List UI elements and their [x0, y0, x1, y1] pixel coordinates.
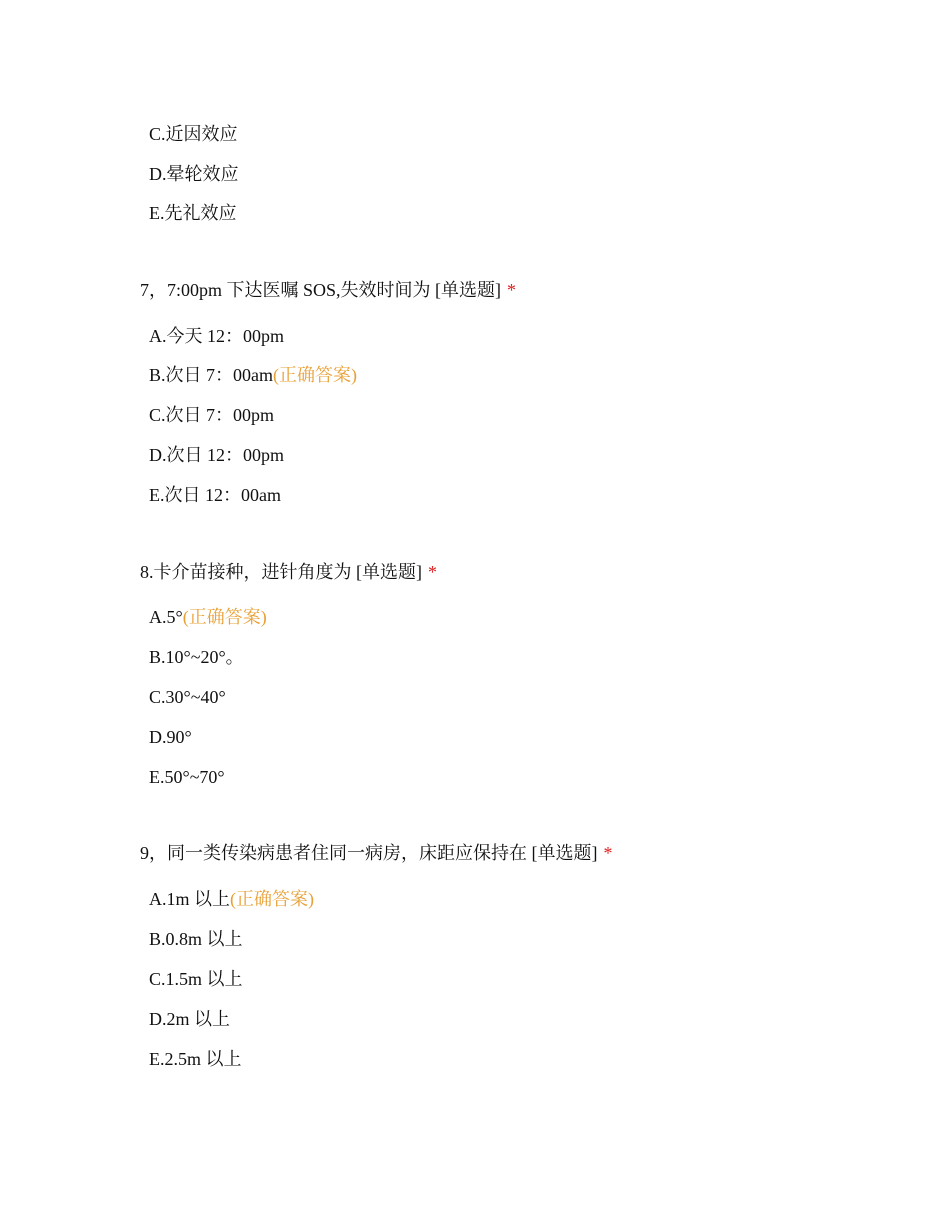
- q8-option-c: [149, 685, 226, 709]
- option-text: D.晕轮效应: [149, 164, 239, 184]
- q7-option-b: [149, 363, 357, 387]
- question-7-title: [140, 278, 516, 302]
- option-c-prev: [149, 122, 238, 146]
- option-text: E.50°~70°: [149, 767, 225, 787]
- option-text: E.先礼效应: [149, 203, 237, 223]
- question-9-title: [140, 841, 613, 865]
- option-text: B.次日 7：00am: [149, 365, 273, 385]
- option-e-prev: [149, 201, 237, 225]
- option-text: C.近因效应: [149, 124, 238, 144]
- q9-option-b: [149, 927, 243, 951]
- option-text: B.0.8m 以上: [149, 929, 243, 949]
- option-text: B.10°~20°。: [149, 647, 244, 667]
- option-d-prev: [149, 162, 239, 186]
- required-asterisk: *: [507, 280, 517, 300]
- option-text: C.1.5m 以上: [149, 969, 243, 989]
- option-text: D.次日 12：00pm: [149, 445, 284, 465]
- option-text: C.30°~40°: [149, 687, 226, 707]
- q9-option-a: [149, 887, 314, 911]
- q8-option-a: [149, 605, 267, 629]
- q7-option-d: [149, 443, 284, 467]
- option-text: C.次日 7：00pm: [149, 405, 275, 425]
- q8-option-e: [149, 765, 225, 789]
- correct-answer-tag: (正确答案): [230, 889, 314, 909]
- question-text: 9，同一类传染病患者住同一病房，床距应保持在 [单选题]: [140, 843, 598, 863]
- option-text: E.次日 12：00am: [149, 485, 281, 505]
- correct-answer-tag: (正确答案): [182, 607, 267, 627]
- option-text: D.2m 以上: [149, 1009, 230, 1029]
- option-text: A.1m 以上: [149, 889, 230, 909]
- option-text: A.今天 12：00pm: [149, 326, 284, 346]
- required-asterisk: *: [428, 562, 437, 582]
- q9-option-d: [149, 1007, 230, 1031]
- correct-answer-tag: (正确答案): [273, 365, 357, 385]
- q9-option-e: [149, 1047, 242, 1071]
- q8-option-b: [149, 645, 244, 669]
- question-text: 8.卡介苗接种，进针角度为 [单选题]: [140, 562, 422, 582]
- q8-option-d: [149, 725, 192, 749]
- q7-option-e: [149, 483, 281, 507]
- question-8-title: [140, 560, 437, 584]
- option-text: A.5°: [149, 607, 183, 627]
- option-text: E.2.5m 以上: [149, 1049, 242, 1069]
- q7-option-c: [149, 403, 274, 427]
- required-asterisk: *: [603, 843, 613, 863]
- q9-option-c: [149, 967, 243, 991]
- q7-option-a: [149, 324, 284, 348]
- option-text: D.90°: [149, 727, 192, 747]
- question-text: 7，7:00pm 下达医嘱 SOS,失效时间为 [单选题]: [140, 280, 502, 300]
